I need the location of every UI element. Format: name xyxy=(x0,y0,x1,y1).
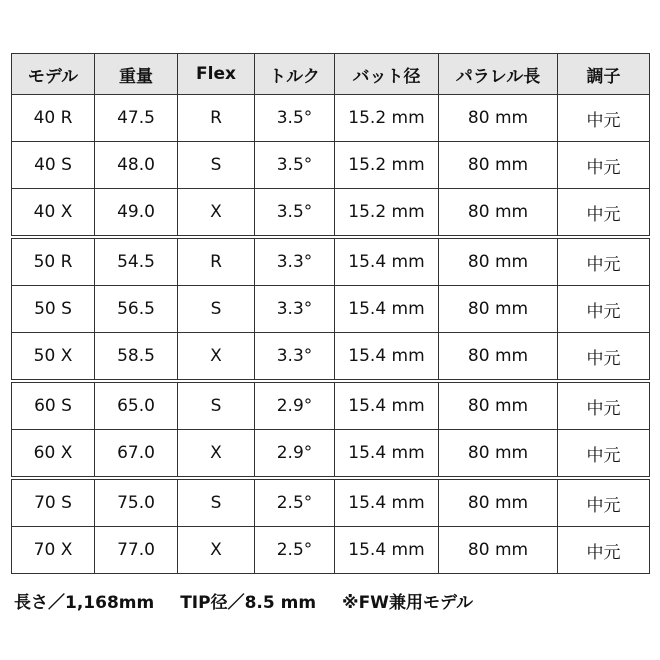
cell-weight: 56.5 xyxy=(95,286,178,333)
cell-kick-point: 中元 xyxy=(558,527,650,574)
spec-footer xyxy=(14,588,473,613)
cell-model: 50 S xyxy=(12,286,95,333)
cell-flex: X xyxy=(178,189,255,238)
cell-torque: 3.5° xyxy=(255,189,335,238)
cell-parallel-length: 80 mm xyxy=(439,95,558,142)
cell-weight: 58.5 xyxy=(95,333,178,382)
cell-flex: X xyxy=(178,430,255,479)
table-row xyxy=(12,95,650,142)
cell-parallel-length: 80 mm xyxy=(439,381,558,430)
tip-diameter-note: TIP径／8.5 mm xyxy=(180,593,317,613)
table-row xyxy=(12,527,650,574)
cell-flex: R xyxy=(178,237,255,286)
header-row xyxy=(12,54,650,95)
cell-butt-diameter: 15.4 mm xyxy=(335,237,439,286)
cell-parallel-length: 80 mm xyxy=(439,333,558,382)
table-row xyxy=(12,286,650,333)
cell-weight: 67.0 xyxy=(95,430,178,479)
cell-parallel-length: 80 mm xyxy=(439,237,558,286)
cell-butt-diameter: 15.2 mm xyxy=(335,189,439,238)
cell-kick-point: 中元 xyxy=(558,430,650,479)
cell-torque: 3.3° xyxy=(255,237,335,286)
shaft-length-note: 長さ／1,168mm xyxy=(14,593,155,613)
header-butt-diameter: バット径 xyxy=(335,54,439,95)
cell-torque: 2.9° xyxy=(255,430,335,479)
cell-model: 60 S xyxy=(12,381,95,430)
cell-butt-diameter: 15.4 mm xyxy=(335,286,439,333)
cell-kick-point: 中元 xyxy=(558,237,650,286)
cell-model: 70 X xyxy=(12,527,95,574)
cell-butt-diameter: 15.4 mm xyxy=(335,333,439,382)
cell-model: 40 X xyxy=(12,189,95,238)
cell-butt-diameter: 15.4 mm xyxy=(335,527,439,574)
cell-model: 50 X xyxy=(12,333,95,382)
cell-weight: 47.5 xyxy=(95,95,178,142)
header-flex: Flex xyxy=(178,54,255,95)
cell-torque: 2.5° xyxy=(255,527,335,574)
table-row xyxy=(12,237,650,286)
cell-parallel-length: 80 mm xyxy=(439,478,558,527)
cell-model: 40 S xyxy=(12,142,95,189)
cell-weight: 75.0 xyxy=(95,478,178,527)
cell-kick-point: 中元 xyxy=(558,95,650,142)
fairway-wood-compatible-note: ※FW兼用モデル xyxy=(342,593,474,613)
cell-butt-diameter: 15.4 mm xyxy=(335,381,439,430)
cell-kick-point: 中元 xyxy=(558,286,650,333)
cell-kick-point: 中元 xyxy=(558,478,650,527)
cell-model: 70 S xyxy=(12,478,95,527)
cell-parallel-length: 80 mm xyxy=(439,527,558,574)
table-row xyxy=(12,189,650,238)
cell-kick-point: 中元 xyxy=(558,142,650,189)
spec-table xyxy=(11,53,650,574)
cell-weight: 77.0 xyxy=(95,527,178,574)
table-row xyxy=(12,478,650,527)
cell-flex: S xyxy=(178,286,255,333)
cell-torque: 2.9° xyxy=(255,381,335,430)
table-row xyxy=(12,430,650,479)
cell-flex: S xyxy=(178,381,255,430)
cell-torque: 3.5° xyxy=(255,95,335,142)
header-parallel-length: パラレル長 xyxy=(439,54,558,95)
cell-flex: R xyxy=(178,95,255,142)
cell-weight: 49.0 xyxy=(95,189,178,238)
cell-flex: X xyxy=(178,333,255,382)
cell-parallel-length: 80 mm xyxy=(439,430,558,479)
cell-parallel-length: 80 mm xyxy=(439,189,558,238)
cell-flex: S xyxy=(178,478,255,527)
cell-butt-diameter: 15.4 mm xyxy=(335,430,439,479)
cell-butt-diameter: 15.2 mm xyxy=(335,142,439,189)
cell-weight: 65.0 xyxy=(95,381,178,430)
header-model: モデル xyxy=(12,54,95,95)
cell-flex: S xyxy=(178,142,255,189)
cell-weight: 54.5 xyxy=(95,237,178,286)
table-row xyxy=(12,333,650,382)
cell-butt-diameter: 15.4 mm xyxy=(335,478,439,527)
cell-butt-diameter: 15.2 mm xyxy=(335,95,439,142)
cell-weight: 48.0 xyxy=(95,142,178,189)
cell-kick-point: 中元 xyxy=(558,381,650,430)
header-kick-point: 調子 xyxy=(558,54,650,95)
cell-torque: 3.5° xyxy=(255,142,335,189)
cell-kick-point: 中元 xyxy=(558,189,650,238)
cell-torque: 3.3° xyxy=(255,333,335,382)
cell-model: 50 R xyxy=(12,237,95,286)
cell-torque: 2.5° xyxy=(255,478,335,527)
cell-model: 60 X xyxy=(12,430,95,479)
cell-torque: 3.3° xyxy=(255,286,335,333)
header-weight: 重量 xyxy=(95,54,178,95)
cell-parallel-length: 80 mm xyxy=(439,142,558,189)
cell-model: 40 R xyxy=(12,95,95,142)
table-row xyxy=(12,381,650,430)
cell-kick-point: 中元 xyxy=(558,333,650,382)
cell-flex: X xyxy=(178,527,255,574)
header-torque: トルク xyxy=(255,54,335,95)
table-row xyxy=(12,142,650,189)
cell-parallel-length: 80 mm xyxy=(439,286,558,333)
